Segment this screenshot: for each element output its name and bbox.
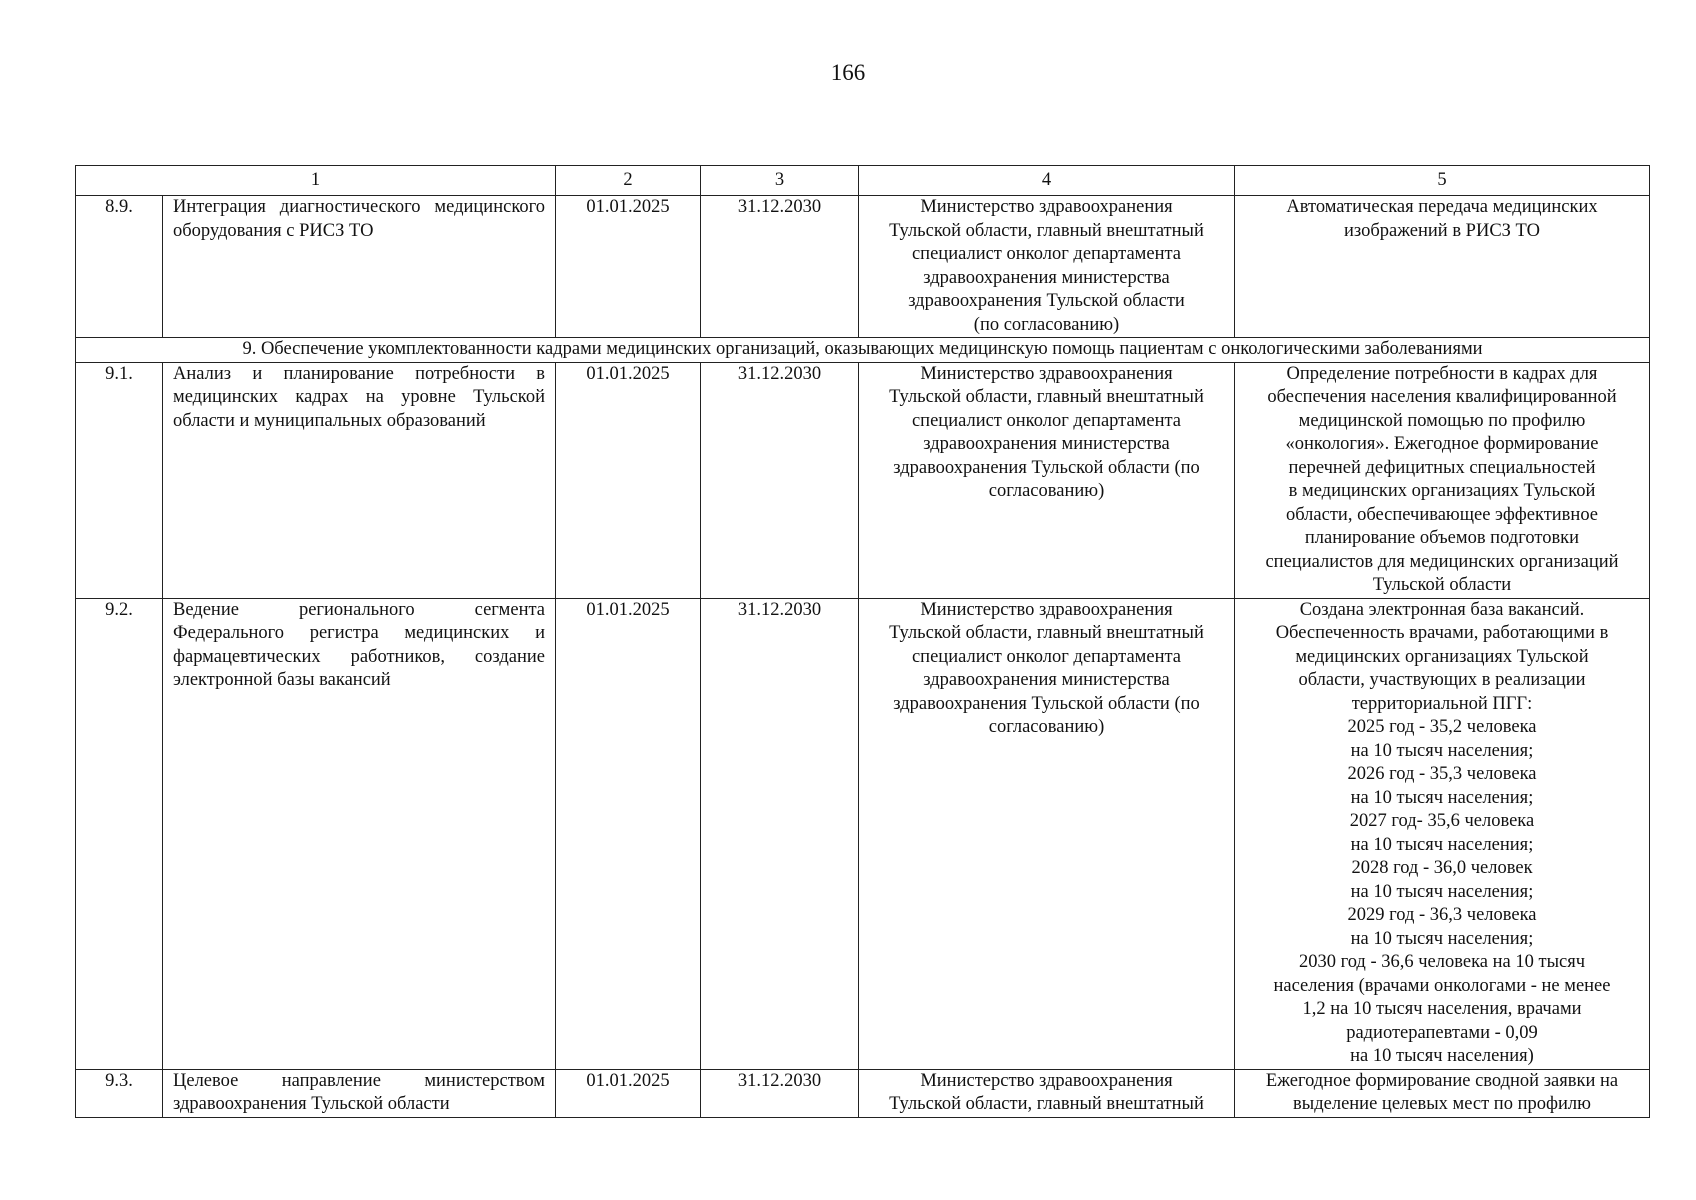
- result-line: в медицинских организациях Тульской: [1288, 481, 1596, 501]
- result-line: выделение целевых мест по профилю: [1293, 1094, 1591, 1114]
- start-date: 01.01.2025: [556, 196, 701, 338]
- responsible-line: Тульской области, главный внештатный: [889, 387, 1204, 407]
- responsible-line: согласованию): [988, 481, 1105, 501]
- result-line: на 10 тысяч населения;: [1350, 928, 1534, 949]
- result-cell: [1235, 1069, 1650, 1117]
- responsible-cell: [859, 362, 1235, 598]
- result-line: 2026 год - 35,3 человека: [1347, 764, 1537, 784]
- result-line: Ежегодное формирование сводной заявки на: [1265, 1070, 1619, 1091]
- result-line: 2029 год - 36,3 человека: [1347, 905, 1537, 925]
- result-line: территориальной ПГГ:: [1351, 693, 1533, 714]
- responsible-cell: [859, 598, 1235, 1069]
- responsible-line: Тульской области, главный внештатный: [889, 623, 1204, 643]
- result-line: 1,2 на 10 тысяч населения, врачами: [1302, 999, 1582, 1019]
- result-line: на 10 тысяч населения;: [1350, 834, 1534, 855]
- responsible-line: здравоохранения Тульской области (по: [893, 693, 1200, 714]
- responsible-line: Тульской области, главный внештатный: [889, 220, 1204, 241]
- result-line: на 10 тысяч населения;: [1350, 740, 1534, 761]
- table-row: [76, 598, 1650, 1069]
- result-cell: [1235, 196, 1650, 338]
- responsible-line: специалист онколог департамента: [911, 410, 1182, 431]
- column-header-row: [76, 166, 1650, 196]
- row-number: 9.2.: [76, 598, 163, 1069]
- result-line: на 10 тысяч населения;: [1350, 881, 1534, 902]
- column-header-4: 4: [859, 166, 1235, 196]
- responsible-line: Министерство здравоохранения: [920, 197, 1173, 217]
- start-date: 01.01.2025: [556, 598, 701, 1069]
- end-date: 31.12.2030: [701, 196, 859, 338]
- table-row: [76, 1069, 1650, 1117]
- result-line: перечней дефицитных специальностей: [1288, 457, 1596, 478]
- responsible-line: здравоохранения министерства: [923, 434, 1170, 454]
- result-line: медицинской помощью по профилю: [1298, 410, 1586, 431]
- result-line: области, обеспечивающее эффективное: [1285, 504, 1599, 525]
- responsible-cell: [859, 196, 1235, 338]
- result-line: Определение потребности в кадрах для: [1286, 363, 1598, 384]
- result-line: области, участвующих в реализации: [1298, 670, 1586, 690]
- result-line: медицинских организациях Тульской: [1295, 646, 1589, 667]
- result-line: Создана электронная база вакансий.: [1299, 599, 1585, 620]
- responsible-cell: [859, 1069, 1235, 1117]
- result-line: Обеспеченность врачами, работающими в: [1275, 623, 1609, 643]
- responsible-line: специалист онколог департамента: [911, 646, 1182, 667]
- row-number: 9.1.: [76, 362, 163, 598]
- result-line: планирование объемов подготовки: [1304, 528, 1580, 548]
- responsible-line: здравоохранения министерства: [923, 670, 1170, 690]
- responsible-line: здравоохранения Тульской области (по: [893, 457, 1200, 478]
- result-line: 2030 год - 36,6 человека на 10 тысяч: [1298, 952, 1586, 972]
- start-date: 01.01.2025: [556, 362, 701, 598]
- end-date: 31.12.2030: [701, 362, 859, 598]
- row-number: 9.3.: [76, 1069, 163, 1117]
- table-row: [76, 196, 1650, 338]
- start-date: 01.01.2025: [556, 1069, 701, 1117]
- column-header-5: 5: [1235, 166, 1650, 196]
- page-number: 166: [830, 60, 866, 85]
- result-line: радиотерапевтами - 0,09: [1346, 1022, 1538, 1043]
- result-line: Тульской области: [1372, 575, 1512, 595]
- column-header-1: 1: [76, 166, 556, 196]
- column-header-3: 3: [701, 166, 859, 196]
- result-line: обеспечения населения квалифицированной: [1267, 387, 1617, 407]
- result-line: 2027 год- 35,6 человека: [1349, 811, 1535, 831]
- result-line: 2025 год - 35,2 человека: [1347, 717, 1537, 737]
- responsible-line: здравоохранения Тульской области: [908, 291, 1185, 311]
- result-line: «онкология». Ежегодное формирование: [1285, 434, 1599, 454]
- responsible-line: Министерство здравоохранения: [920, 599, 1173, 620]
- responsible-line: Министерство здравоохранения: [920, 363, 1173, 384]
- result-line: населения (врачами онкологами - не менее: [1273, 975, 1611, 996]
- measure-name: Интеграция диагностического медицинского оборудования с РИСЗ ТО: [163, 196, 556, 338]
- measure-name: Ведение регионального сегмента Федерального регистра медицинских и фармацевтических работников, создание электронной базы вакансий: [163, 598, 556, 1069]
- responsible-line: Министерство здравоохранения: [920, 1070, 1173, 1091]
- result-cell: [1235, 362, 1650, 598]
- result-line: изображений в РИСЗ ТО: [1344, 220, 1540, 241]
- result-line: Автоматическая передача медицинских: [1286, 197, 1598, 217]
- measure-name: Анализ и планирование потребности в медицинских кадрах на уровне Тульской области и муниципальных образований: [163, 362, 556, 598]
- result-line: на 10 тысяч населения): [1350, 1046, 1534, 1066]
- responsible-line: (по согласованию): [973, 314, 1120, 335]
- responsible-line: здравоохранения министерства: [923, 267, 1170, 288]
- result-line: 2028 год - 36,0 человек: [1351, 858, 1533, 878]
- table-row: [76, 362, 1650, 598]
- section-title: 9. Обеспечение укомплектованности кадрами медицинских организаций, оказывающих медицинскую помощь пациентам с онкологическими заболеваниями: [76, 338, 1650, 363]
- result-line: специалистов для медицинских организаций: [1265, 551, 1619, 572]
- end-date: 31.12.2030: [701, 598, 859, 1069]
- section-row: [76, 338, 1650, 363]
- measures-table: [75, 165, 1650, 1118]
- row-number: 8.9.: [76, 196, 163, 338]
- result-line: на 10 тысяч населения;: [1350, 787, 1534, 808]
- responsible-line: Тульской области, главный внештатный: [889, 1094, 1204, 1114]
- result-cell: [1235, 598, 1650, 1069]
- column-header-2: 2: [556, 166, 701, 196]
- responsible-line: согласованию): [988, 717, 1105, 737]
- responsible-line: специалист онколог департамента: [911, 244, 1182, 264]
- measure-name: Целевое направление министерством здравоохранения Тульской области: [163, 1069, 556, 1117]
- end-date: 31.12.2030: [701, 1069, 859, 1117]
